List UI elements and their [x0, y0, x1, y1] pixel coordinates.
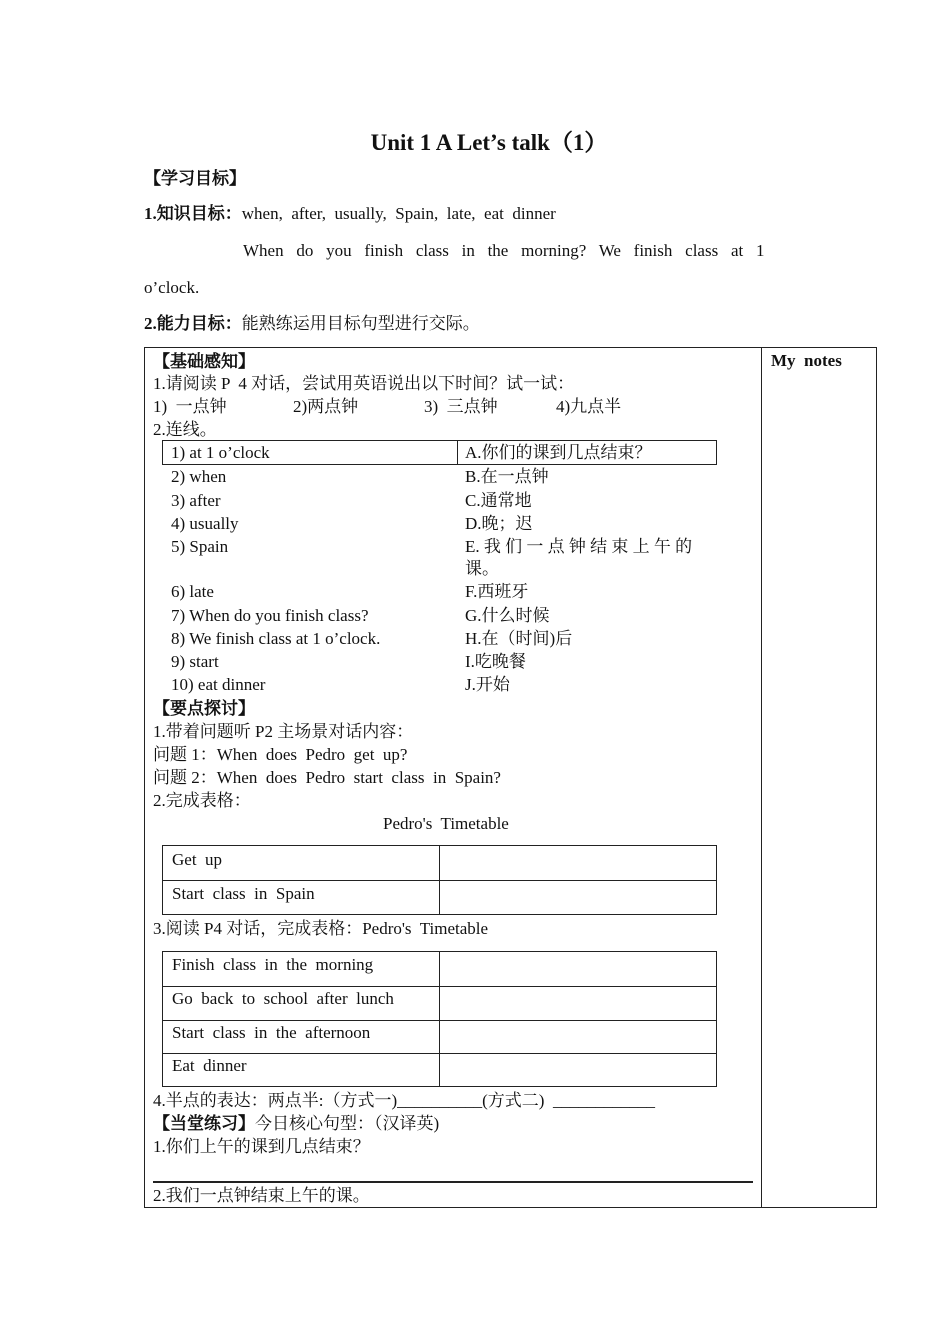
basics-heading: 【基础感知】	[153, 352, 255, 371]
timetable-1-answer-1[interactable]	[442, 848, 714, 878]
question-2: 问题 2：When does Pedro start class in Spain?	[153, 768, 501, 787]
match-right-c: C.通常地	[465, 491, 532, 510]
ability-label: 2.能力目标：	[144, 314, 242, 333]
match-first-row-divider	[457, 440, 458, 465]
points-task3: 3.阅读 P4 对话，完成表格：Pedro's Timetable	[153, 919, 489, 938]
match-right-i: I.吃晚餐	[465, 652, 526, 671]
match-left-10: 10) eat dinner	[171, 675, 266, 694]
match-right-a: A.你们的课到几点结束？	[465, 443, 652, 462]
match-right-b: B.在一点钟	[465, 467, 549, 486]
time-item-4: 4)九点半	[556, 397, 622, 416]
timetable-1-row-2: Start class in Spain	[172, 884, 315, 903]
match-left-3: 3) after	[171, 491, 221, 510]
points-task1: 1.带着问题听 P2 主场景对话内容：	[153, 722, 414, 741]
timetable-2-row-3: Start class in the afternoon	[172, 1023, 371, 1042]
match-right-j: J.开始	[465, 675, 510, 694]
question-1: 问题 1：When does Pedro get up?	[153, 745, 408, 764]
notes-divider	[761, 347, 762, 1208]
target-sentence-line2: o’clock.	[144, 278, 200, 297]
match-right-e-cont: 课。	[465, 559, 499, 578]
match-left-1: 1) at 1 o’clock	[171, 443, 270, 462]
time-item-3: 3) 三点钟	[424, 397, 498, 416]
match-left-8: 8) We finish class at 1 o’clock.	[171, 629, 381, 648]
time-item-1: 1) 一点钟	[153, 397, 227, 416]
timetable-2-answer-3[interactable]	[442, 1022, 714, 1052]
points-task4: 4.半点的表达：两点半:（方式一)__________(方式二) ____________	[153, 1091, 655, 1110]
ability-objective	[144, 313, 480, 335]
practice-heading: 【当堂练习】	[153, 1114, 255, 1133]
timetable-1-answer-2[interactable]	[442, 882, 714, 912]
match-left-2: 2) when	[171, 467, 227, 486]
points-heading: 【要点探讨】	[153, 699, 255, 718]
knowledge-words: when, after, usually, Spain, late, eat dinner	[241, 204, 556, 223]
timetable-caption: Pedro's Timetable	[383, 814, 509, 833]
my-notes-label: My notes	[771, 351, 842, 370]
practice-q2: 2.我们一点钟结束上午的课。	[153, 1186, 370, 1205]
match-left-4: 4) usually	[171, 514, 239, 533]
knowledge-objective	[144, 203, 556, 225]
timetable-2-row-1: Finish class in the morning	[172, 955, 374, 974]
timetable-2-row-2: Go back to school after lunch	[172, 989, 394, 1008]
knowledge-label: 1.知识目标：	[144, 204, 242, 223]
basics-task1: 1.请阅读 P 4 对话，尝试用英语说出以下时间？试一试：	[153, 374, 575, 393]
objectives-heading: 【学习目标】	[144, 169, 246, 188]
timetable-2-row-4: Eat dinner	[172, 1056, 247, 1075]
time-item-2: 2)两点钟	[293, 397, 359, 416]
target-sentence-line1: When do you finish class in the morning? We finish class at 1	[243, 241, 765, 260]
ability-text: 能熟练运用目标句型进行交际。	[241, 314, 480, 333]
match-right-e: E. 我 们 一 点 钟 结 束 上 午 的	[465, 537, 693, 556]
answer-line-1[interactable]	[153, 1181, 753, 1183]
timetable-2-answer-2[interactable]	[442, 988, 714, 1018]
match-right-d: D.晚；迟	[465, 514, 533, 533]
practice-line	[153, 1113, 439, 1135]
practice-q1: 1.你们上午的课到几点结束？	[153, 1137, 370, 1156]
match-left-5: 5) Spain	[171, 537, 229, 556]
match-left-7: 7) When do you finish class?	[171, 606, 369, 625]
match-right-h: H.在（时间)后	[465, 629, 573, 648]
basics-task2: 2.连线。	[153, 420, 217, 439]
practice-intro: 今日核心句型：（汉译英)	[255, 1114, 440, 1133]
match-left-9: 9) start	[171, 652, 219, 671]
match-right-g: G.什么时候	[465, 606, 550, 625]
timetable-2-answer-4[interactable]	[442, 1055, 714, 1085]
match-right-f: F.西班牙	[465, 582, 529, 601]
timetable-1-row-1: Get up	[172, 850, 223, 869]
match-left-6: 6) late	[171, 582, 214, 601]
timetable-2-answer-1[interactable]	[442, 954, 714, 984]
page-title: Unit 1 A Let’s talk（1）	[370, 130, 608, 155]
points-task2: 2.完成表格：	[153, 791, 251, 810]
